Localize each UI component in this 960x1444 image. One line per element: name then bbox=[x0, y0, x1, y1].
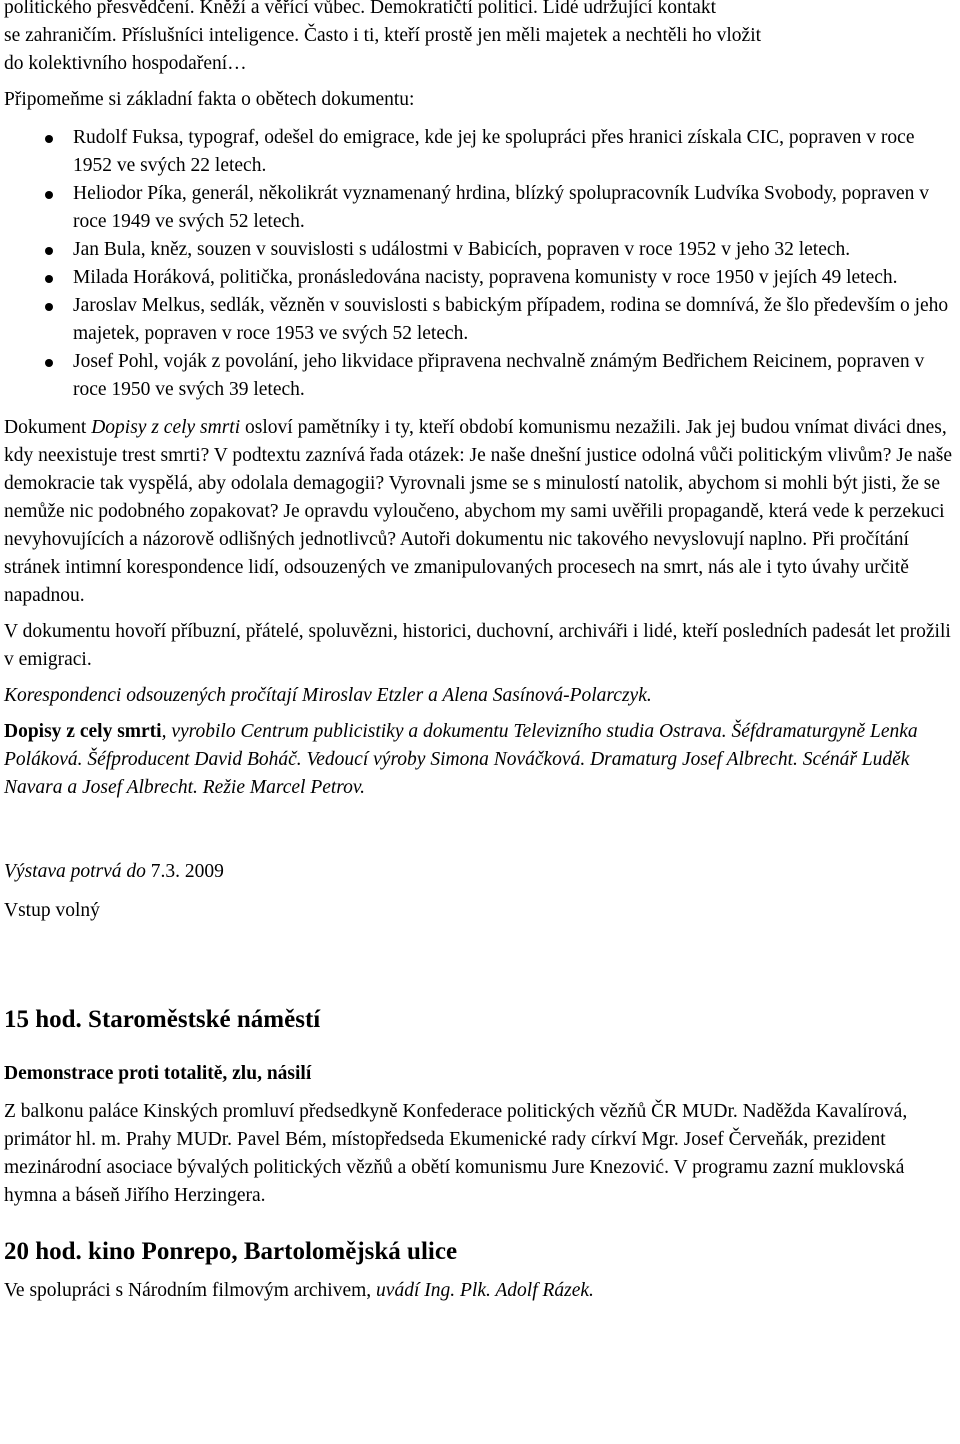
event-heading: 20 hod. kino Ponrepo, Bartolomějská ulice bbox=[4, 1238, 458, 1265]
event-text: Z balkonu paláce Kinských promluví předsedkyně Konfederace politických vězňů ČR MUDr. Naděžda Kavalírová, primátor hl. m. Prahy MUDr. Pavel Bém, místopředseda Ekumenické rady církví Mgr. Josef Červeňák, prezident mezinárodní asociace bývalých politických vězňů a obětí komunismu Jure Knezović. V programu zazní muklovská hymna a báseň Jiřího Herzingera. bbox=[4, 1101, 908, 1206]
intro-line: se zahraničím. Příslušníci inteligence. Často i ti, kteří prostě jen měli majetek a nechtěli ho vložit bbox=[4, 25, 762, 46]
speakers-paragraph: V dokumentu hovoří příbuzní, přátelé, spoluvězni, historici, duchovní, archiváři i lidé, kteří posledních padesát let prožili v emigraci. bbox=[4, 621, 951, 670]
document-paragraph: Dokument Dopisy z cely smrti osloví pamětníky i ty, kteří období komunismu nezažili. Jak jej budou vnímat diváci dnes, kdy neexistuje trest smrti? V podtextu zaznívá řada otázek: Je naše dnešní justice odolná vůči politickým vlivům? Je naše demokracie tak vyspělá, aby odolala demagogii? Vyrovnali jsme se s minulostí natolik, abychom si mohli být jisti, že se nemůže nic podobného zopakovat? Je opravdu vyloučeno, abychom my sami uvěřili propagandě, která vede k perzekuci nevyhovujících a názorově odlišných jednotlivců? Autoři dokumentu nic takového nevyslovují naplno. Při pročítání stránek intimní korespondence lidí, odsouzených ve zmanipulovaných procesech na smrt, nás ale i tyto úvahy určitě napadnou. bbox=[4, 417, 953, 606]
document-title: Dopisy z cely smrti bbox=[91, 417, 241, 438]
victims-list bbox=[4, 124, 958, 404]
list-item: Heliodor Píka, generál, několikrát vyznamenaný hrdina, blízký spolupracovník Ludvíka Svobody, popraven v roce 1949 ve svých 52 letech. bbox=[4, 180, 958, 236]
event-text: Ve spolupráci s Národním filmovým archivem, uvádí Ing. Plk. Adolf Rázek. bbox=[4, 1280, 594, 1301]
readers-paragraph: Korespondenci odsouzených pročítají Miroslav Etzler a Alena Sasínová-Polarczyk. bbox=[4, 685, 652, 706]
intro-line: politického přesvědčení. Kněží a věřící vůbec. Demokratičtí politici. Lidé udržující kontakt bbox=[4, 0, 717, 18]
event-heading: 15 hod. Staroměstské náměstí bbox=[4, 1006, 321, 1033]
credits-paragraph: Dopisy z cely smrti, vyrobilo Centrum publicistiky a dokumentu Televizního studia Ostrava. Šéfdramaturgyně Lenka Poláková. Šéfproducent David Boháč. Vedoucí výroby Simona Nováčková. Dramaturg Josef Albrecht. Scénář Luděk Navara a Josef Albrecht. Režie Marcel Petrov. bbox=[4, 721, 918, 798]
event-subheading: Demonstrace proti totalitě, zlu, násilí bbox=[4, 1063, 312, 1084]
list-item: Milada Horáková, politička, pronásledována nacisty, popravena komunisty v roce 1950 v jejích 49 letech. bbox=[4, 264, 958, 292]
list-item: Josef Pohl, voják z povolání, jeho likvidace připravena nechvalně známým Bedřichem Reicinem, popraven v roce 1950 ve svých 39 letech. bbox=[4, 348, 958, 404]
credits-title: Dopisy z cely smrti bbox=[4, 721, 162, 742]
document-page bbox=[4, 0, 958, 1305]
exhibition-until: Výstava potrvá do 7.3. 2009 bbox=[4, 861, 224, 882]
exhibition-entry: Vstup volný bbox=[4, 900, 100, 921]
list-item: Rudolf Fuksa, typograf, odešel do emigrace, kde jej ke spolupráci přes hranici získala CIC, popraven v roce 1952 ve svých 22 letech. bbox=[4, 124, 958, 180]
list-item: Jaroslav Melkus, sedlák, vězněn v souvislosti s babickým případem, rodina se domnívá, že šlo především o jeho majetek, popraven v roce 1953 ve svých 52 letech. bbox=[4, 292, 958, 348]
list-item: Jan Bula, kněz, souzen v souvislosti s událostmi v Babicích, popraven v roce 1952 v jeho 32 letech. bbox=[4, 236, 958, 264]
victims-intro: Připomeňme si základní fakta o obětech dokumentu: bbox=[4, 89, 415, 110]
intro-line: do kolektivního hospodaření… bbox=[4, 53, 247, 74]
